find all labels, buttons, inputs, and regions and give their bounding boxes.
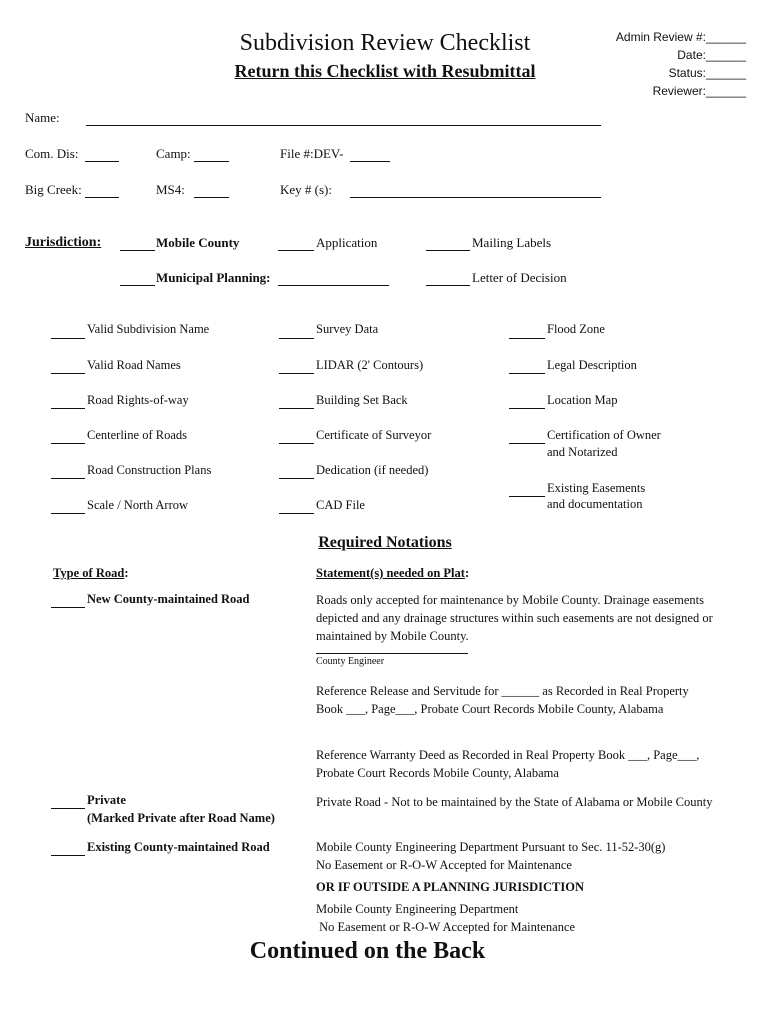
checklist-item: Centerline of Roads <box>87 428 187 442</box>
outside-statement-line1: Mobile County Engineering Department <box>316 902 519 916</box>
outside-jurisdiction-label: OR IF OUTSIDE A PLANNING JURISDICTION <box>316 880 584 894</box>
ms4-label: MS4: <box>156 182 185 197</box>
big-creek-line <box>85 197 119 198</box>
jurisdiction-label: Jurisdiction: <box>25 235 102 250</box>
checklist-item: Flood Zone <box>547 322 605 336</box>
key-label: Key # (s): <box>280 182 332 197</box>
checklist-item: Location Map <box>547 393 618 407</box>
reference-release-statement: Reference Release and Servitude for ______ as Recorded in Real Property Book ___, Page___, Probate Court Records Mobile County, Alabama <box>316 684 689 716</box>
check-line <box>509 443 545 444</box>
reference-warranty-statement: Reference Warranty Deed as Recorded in Real Property Book ___, Page___, Probate Court Records Mobile County, Alabama <box>316 748 700 780</box>
check-line <box>51 478 85 479</box>
checklist-item: Existing Easements <box>547 481 646 495</box>
camp-line <box>194 161 229 162</box>
admin-status-field: Status:______ <box>668 66 746 80</box>
type-of-road-header <box>53 566 128 581</box>
colon: : <box>124 566 129 580</box>
name-label: Name: <box>25 110 60 125</box>
check-line <box>51 808 85 809</box>
com-dis-line <box>85 161 119 162</box>
outside-statement-line2: No Easement or R-O-W Accepted for Maintenance <box>316 920 576 934</box>
type-of-road-text: Type of Road <box>53 566 125 580</box>
check-line <box>279 478 314 479</box>
mobile-county-line <box>120 250 155 251</box>
application-option: Application <box>316 235 378 250</box>
checklist-item: Road Construction Plans <box>87 463 212 477</box>
checklist-item: Valid Subdivision Name <box>87 322 210 336</box>
municipal-planning-line <box>120 285 155 286</box>
letter-of-decision-option: Letter of Decision <box>472 270 567 285</box>
name-line <box>86 125 601 126</box>
mailing-labels-line <box>426 250 470 251</box>
camp-label: Camp: <box>156 146 191 161</box>
private-note: (Marked Private after Road Name) <box>87 811 275 825</box>
check-line <box>509 338 545 339</box>
check-line <box>509 408 545 409</box>
colon: : <box>464 566 470 580</box>
checklist-item-continued: and documentation <box>547 497 643 511</box>
com-dis-label: Com. Dis: <box>25 146 79 161</box>
check-line <box>509 373 545 374</box>
mobile-county-option: Mobile County <box>156 235 240 250</box>
checklist-item: Scale / North Arrow <box>87 498 189 512</box>
file-line <box>350 161 390 162</box>
page-subtitle: Return this Checklist with Resubmittal <box>234 61 536 81</box>
file-label: File #:DEV- <box>280 146 344 161</box>
checklist-item: LIDAR (2' Contours) <box>316 358 424 372</box>
private-statement: Private Road - Not to be maintained by the State of Alabama or Mobile County <box>316 795 713 809</box>
statement-text: Statement(s) needed on Plat <box>316 566 465 580</box>
letter-of-decision-line <box>426 285 470 286</box>
check-line <box>51 855 85 856</box>
check-line <box>51 443 85 444</box>
statement-header <box>316 566 469 581</box>
admin-date-field: Date:______ <box>677 48 746 62</box>
private-label: Private <box>87 793 126 807</box>
municipal-planning-option: Municipal Planning: <box>156 270 271 285</box>
page-title: Subdivision Review Checklist <box>239 30 531 56</box>
checklist-item: Dedication (if needed) <box>316 463 429 477</box>
ms4-line <box>194 197 229 198</box>
check-line <box>51 607 85 608</box>
checklist-item: Certificate of Surveyor <box>316 428 432 442</box>
checklist-item: Legal Description <box>547 358 637 372</box>
checklist-item: Certification of Owner <box>547 428 661 442</box>
signature-line <box>316 653 468 654</box>
check-line <box>279 338 314 339</box>
existing-county-road-label: Existing County-maintained Road <box>87 840 270 854</box>
check-line <box>51 373 85 374</box>
new-county-road-label: New County-maintained Road <box>87 592 250 606</box>
check-line <box>51 513 85 514</box>
big-creek-label: Big Creek: <box>25 182 82 197</box>
application-line <box>278 250 314 251</box>
mailing-labels-option: Mailing Labels <box>472 235 552 250</box>
required-notations-heading: Required Notations <box>318 534 452 551</box>
checklist-item: Building Set Back <box>316 393 408 407</box>
admin-review-field: Admin Review #:______ <box>615 30 746 44</box>
check-line <box>51 408 85 409</box>
check-line <box>279 443 314 444</box>
existing-statement-line1: Mobile County Engineering Department Pursuant to Sec. 11-52-30(g) <box>316 840 666 854</box>
check-line <box>51 338 85 339</box>
key-line <box>350 197 601 198</box>
check-line <box>509 496 545 497</box>
check-line <box>279 408 314 409</box>
existing-statement-line2: No Easement or R-O-W Accepted for Maintenance <box>316 858 572 872</box>
checklist-item: Road Rights-of-way <box>87 393 189 407</box>
county-engineer-label: County Engineer <box>316 656 385 667</box>
check-line <box>279 513 314 514</box>
municipal-planning-name-line <box>278 285 389 286</box>
new-county-statement: Roads only accepted for maintenance by Mobile County. Drainage easements depicted and any drainage structures within such easements are not designed or maintained by Mobile County. <box>316 593 713 643</box>
check-line <box>279 373 314 374</box>
checklist-item-continued: and Notarized <box>547 445 618 459</box>
checklist-item: Survey Data <box>316 322 379 336</box>
checklist-item: Valid Road Names <box>87 358 181 372</box>
checklist-item: CAD File <box>316 498 365 512</box>
admin-reviewer-field: Reviewer:______ <box>652 84 746 98</box>
continued-footer: Continued on the Back <box>249 938 486 964</box>
